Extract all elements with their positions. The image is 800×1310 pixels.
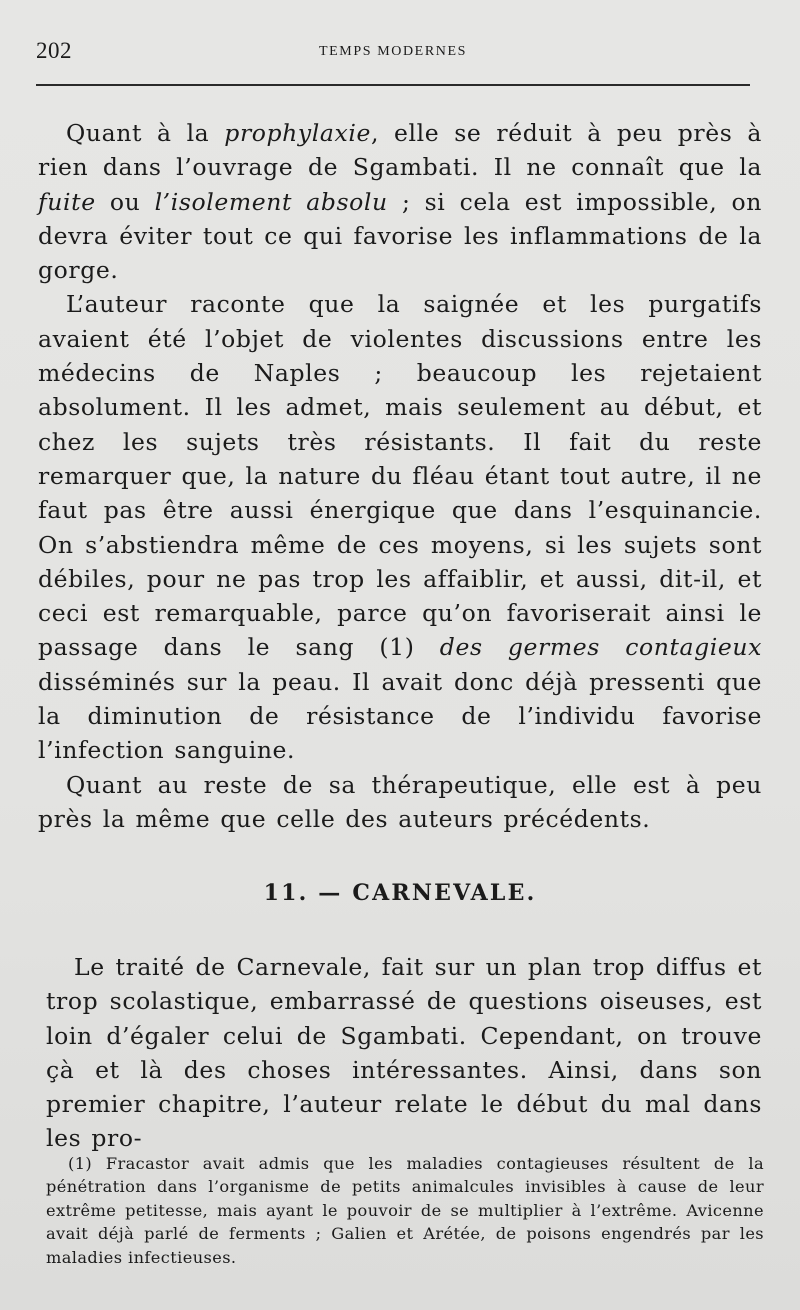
- footnote-text: (1) Fracastor avait admis que les maladies contagieuses résultent de la pénétration dans l’organisme de petits animalcules invisibles à cause de leur extrême petitesse, mais ayant le pouvoir de se multiplier à l’extrême. Avicenne avait déjà parlé de ferments ; Galien et Arétée, de poisons engendrés par les maladies infectieuses.: [46, 1154, 764, 1267]
- page-header: [36, 38, 750, 68]
- paragraph-prophylaxie: [38, 116, 762, 287]
- section-text: [46, 950, 762, 1156]
- text-run: Quant à la: [66, 119, 225, 147]
- running-title: TEMPS MODERNES: [318, 44, 468, 59]
- text-run: , elle se réduit à peu près à rien dans l’ouvrage de Sgambati. Il ne connaît que la: [38, 119, 762, 182]
- paragraph-saignee: [38, 287, 762, 767]
- header-rule: [36, 84, 750, 86]
- italic-run: fuite: [38, 187, 96, 216]
- text-run: Quant au reste de sa thérapeutique, elle est à peu près la même que celle des auteurs précédents.: [38, 770, 762, 833]
- text-run: disséminés sur la peau. Il avait donc déjà pressenti que la diminution de résistance de l’individu favorise l’infection sanguine.: [38, 667, 762, 765]
- italic-run: l’isolement absolu: [154, 187, 388, 216]
- text-run: ou: [95, 187, 155, 216]
- text-run: ; si cela est impossible, on devra éviter tout ce qui favorise les inflammations de la gorge.: [38, 187, 762, 285]
- section-heading: 11. — CARNEVALE.: [263, 880, 537, 906]
- paragraph-therapeutique: [38, 768, 762, 837]
- footnote: [46, 1152, 764, 1269]
- page-number: 202: [36, 38, 72, 63]
- paragraph-carnevale: Le traité de Carnevale, fait sur un plan trop diffus et trop scolastique, embarrassé de questions oiseuses, est loin d’égaler celui de Sgambati. Cependant, on trouve çà et là des choses intéressantes. Ainsi, dans son premier chapitre, l’auteur relate le début du mal dans les pro-: [46, 953, 762, 1153]
- text-run: L’auteur raconte que la saignée et les purgatifs avaient été l’objet de violentes discussions entre les médecins de Naples ; beaucoup les rejetaient absolument. Il les admet, mais seulement au début, et chez les sujets très résistants. Il fait du reste remarquer que, la nature du fléau étant tout autre, il ne faut pas être aussi énergique que dans l’esquinancie. On s’abstiendra même de ces moyens, si les sujets sont débiles, pour ne pas trop les affaiblir, et aussi, dit-il, et ceci est remarquable, parce qu’on favoriserait ainsi le passage dans le sang (1): [38, 290, 762, 662]
- italic-run: des germes contagieux: [439, 633, 762, 662]
- italic-run: prophylaxie: [224, 119, 371, 147]
- main-text: [38, 116, 762, 836]
